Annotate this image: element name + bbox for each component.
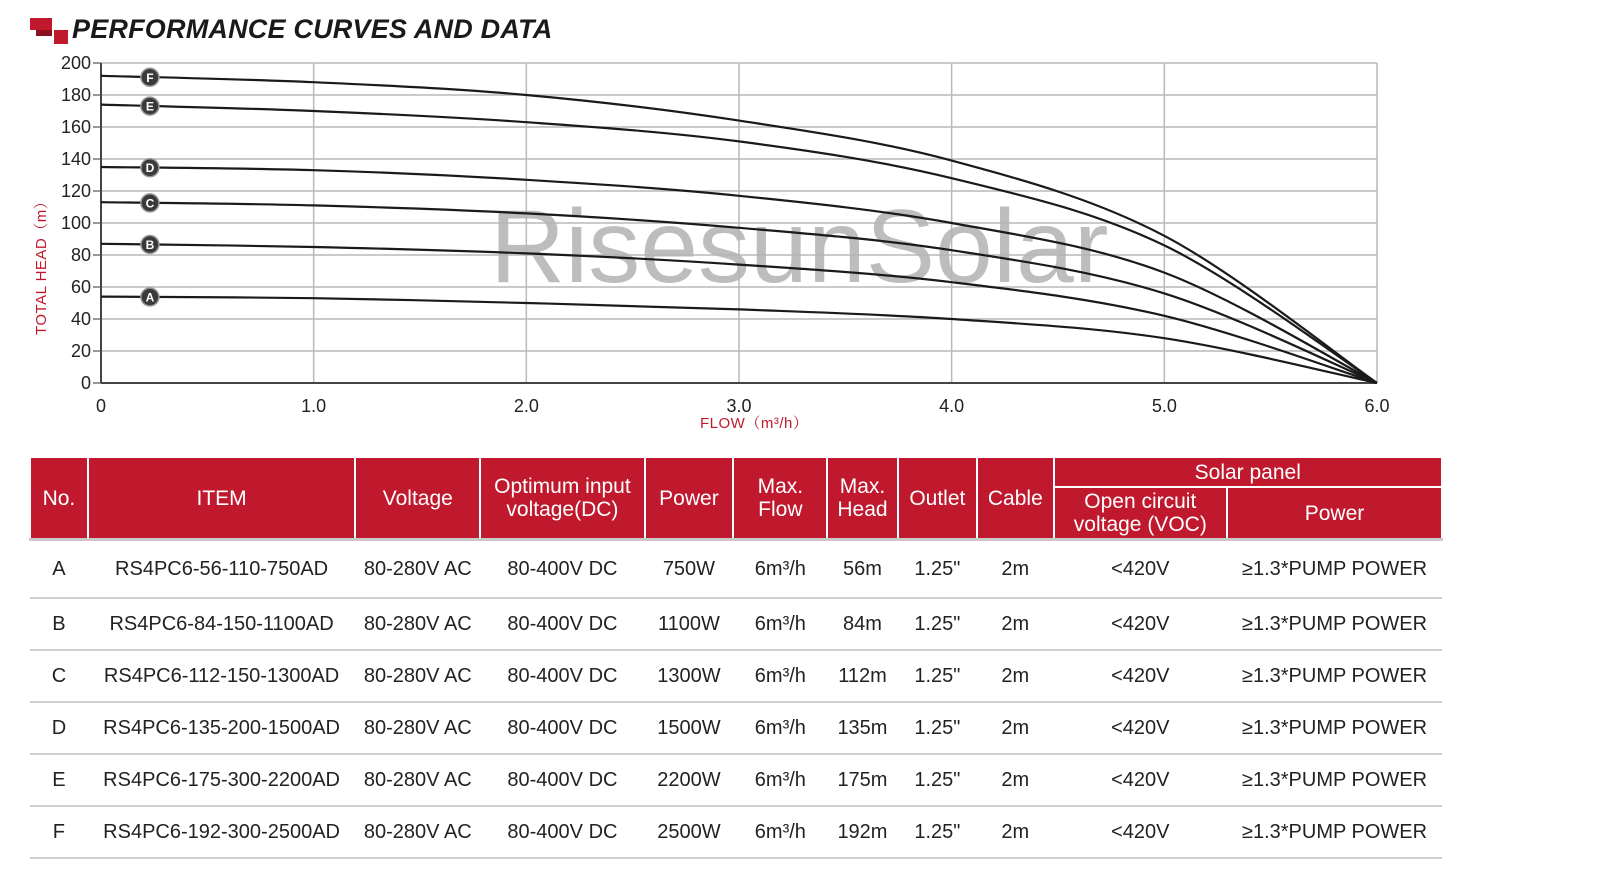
y-tick-label: 100 <box>60 213 91 233</box>
cell-panel-power: ≥1.3*PUMP POWER <box>1227 598 1442 650</box>
cell-max-head: 84m <box>827 598 897 650</box>
cell-optimum: 80-400V DC <box>480 754 644 806</box>
cell-panel-power: ≥1.3*PUMP POWER <box>1227 702 1442 754</box>
y-tick-label: 80 <box>70 245 91 265</box>
cell-optimum: 80-400V DC <box>480 598 644 650</box>
curve-marker-a <box>141 288 159 306</box>
cell-voltage: 80-280V AC <box>355 806 480 858</box>
col-header-power: Power <box>645 457 734 540</box>
cell-max-head: 112m <box>827 650 897 702</box>
cell-outlet: 1.25" <box>898 598 978 650</box>
y-tick-label: 40 <box>70 309 91 329</box>
cell-power: 750W <box>645 540 734 599</box>
curve-marker-label: B <box>145 238 155 253</box>
cell-panel-power: ≥1.3*PUMP POWER <box>1227 806 1442 858</box>
cell-voltage: 80-280V AC <box>355 598 480 650</box>
cell-outlet: 1.25" <box>898 540 978 599</box>
cell-cable: 2m <box>977 598 1053 650</box>
cell-power: 1100W <box>645 598 734 650</box>
curve-marker-label: D <box>145 161 155 176</box>
cell-no: D <box>30 702 88 754</box>
brand-logo-icon <box>30 16 70 46</box>
curve-marker-d <box>141 159 159 177</box>
cell-max-flow: 6m³/h <box>733 598 827 650</box>
spec-table <box>29 456 1443 859</box>
y-tick-label: 60 <box>70 277 91 297</box>
cell-max-head: 135m <box>827 702 897 754</box>
table-row <box>30 598 1442 650</box>
cell-cable: 2m <box>977 806 1053 858</box>
cell-optimum: 80-400V DC <box>480 806 644 858</box>
cell-item: RS4PC6-192-300-2500AD <box>88 806 356 858</box>
cell-voltage: 80-280V AC <box>355 540 480 599</box>
cell-item: RS4PC6-56-110-750AD <box>88 540 356 599</box>
x-axis-title: FLOW（m³/h） <box>700 415 809 432</box>
table-row <box>30 806 1442 858</box>
cell-voltage: 80-280V AC <box>355 702 480 754</box>
cell-power: 1500W <box>645 702 734 754</box>
cell-max-flow: 6m³/h <box>733 754 827 806</box>
cell-voc: <420V <box>1054 702 1228 754</box>
cell-item: RS4PC6-135-200-1500AD <box>88 702 356 754</box>
col-header-max-flow: Max. Flow <box>733 457 827 540</box>
col-header-solar-panel: Solar panel <box>1054 457 1442 487</box>
col-header-outlet: Outlet <box>898 457 978 540</box>
cell-no: F <box>30 806 88 858</box>
col-header-no: No. <box>30 457 88 540</box>
x-tick-label: 2.0 <box>513 396 539 416</box>
curve-marker-label: F <box>146 70 154 85</box>
page-title: PERFORMANCE CURVES AND DATA <box>72 14 553 44</box>
y-tick-label: 20 <box>70 341 91 361</box>
table-row <box>30 754 1442 806</box>
cell-panel-power: ≥1.3*PUMP POWER <box>1227 754 1442 806</box>
cell-outlet: 1.25" <box>898 754 978 806</box>
table-row <box>30 702 1442 754</box>
cell-cable: 2m <box>977 540 1053 599</box>
x-tick-label: 0 <box>95 396 107 416</box>
col-header-item: ITEM <box>88 457 356 540</box>
cell-power: 2500W <box>645 806 734 858</box>
cell-panel-power: ≥1.3*PUMP POWER <box>1227 650 1442 702</box>
cell-max-flow: 6m³/h <box>733 650 827 702</box>
cell-no: B <box>30 598 88 650</box>
cell-max-flow: 6m³/h <box>733 702 827 754</box>
cell-outlet: 1.25" <box>898 702 978 754</box>
curve-marker-f <box>141 68 159 86</box>
table-row <box>30 650 1442 702</box>
curve-marker-b <box>141 236 159 254</box>
col-header-cable: Cable <box>977 457 1053 540</box>
cell-voc: <420V <box>1054 540 1228 599</box>
cell-max-flow: 6m³/h <box>733 540 827 599</box>
col-header-panel-power: Power <box>1227 487 1442 540</box>
cell-item: RS4PC6-175-300-2200AD <box>88 754 356 806</box>
table-row <box>30 540 1442 599</box>
y-tick-label: 160 <box>60 117 91 137</box>
table-body <box>30 540 1442 859</box>
col-header-voltage: Voltage <box>355 457 480 540</box>
cell-max-head: 175m <box>827 754 897 806</box>
y-tick-label: 0 <box>80 373 91 393</box>
y-tick-label: 140 <box>60 149 91 169</box>
cell-max-head: 192m <box>827 806 897 858</box>
watermark-text: RisesunSolar <box>490 189 1109 305</box>
x-tick-label: 4.0 <box>939 396 965 416</box>
cell-voc: <420V <box>1054 650 1228 702</box>
curve-marker-c <box>141 194 159 212</box>
x-tick-label: 5.0 <box>1151 396 1177 416</box>
y-tick-label: 120 <box>60 181 91 201</box>
cell-voc: <420V <box>1054 598 1228 650</box>
cell-item: RS4PC6-112-150-1300AD <box>88 650 356 702</box>
cell-max-head: 56m <box>827 540 897 599</box>
performance-chart <box>0 45 1618 445</box>
curve-marker-e <box>141 97 159 115</box>
curve-marker-label: A <box>145 290 155 305</box>
col-header-voc: Open circuit voltage (VOC) <box>1054 487 1228 540</box>
cell-voltage: 80-280V AC <box>355 754 480 806</box>
cell-cable: 2m <box>977 702 1053 754</box>
y-tick-label: 180 <box>60 85 91 105</box>
cell-optimum: 80-400V DC <box>480 650 644 702</box>
col-header-max-head: Max. Head <box>827 457 897 540</box>
cell-voltage: 80-280V AC <box>355 650 480 702</box>
cell-item: RS4PC6-84-150-1100AD <box>88 598 356 650</box>
cell-power: 2200W <box>645 754 734 806</box>
cell-power: 1300W <box>645 650 734 702</box>
curve-marker-label: E <box>145 99 154 114</box>
cell-optimum: 80-400V DC <box>480 540 644 599</box>
cell-voc: <420V <box>1054 754 1228 806</box>
x-tick-label: 3.0 <box>726 396 752 416</box>
cell-panel-power: ≥1.3*PUMP POWER <box>1227 540 1442 599</box>
x-tick-label: 6.0 <box>1364 396 1390 416</box>
cell-max-flow: 6m³/h <box>733 806 827 858</box>
cell-cable: 2m <box>977 754 1053 806</box>
cell-outlet: 1.25" <box>898 806 978 858</box>
cell-no: E <box>30 754 88 806</box>
y-tick-label: 200 <box>60 53 91 73</box>
y-axis-title: TOTAL HEAD（m） <box>33 193 50 335</box>
cell-voc: <420V <box>1054 806 1228 858</box>
cell-optimum: 80-400V DC <box>480 702 644 754</box>
curve-marker-label: C <box>145 196 155 211</box>
col-header-optimum-voltage: Optimum input voltage(DC) <box>480 457 644 540</box>
cell-cable: 2m <box>977 650 1053 702</box>
cell-no: C <box>30 650 88 702</box>
x-tick-label: 1.0 <box>301 396 327 416</box>
cell-no: A <box>30 540 88 599</box>
cell-outlet: 1.25" <box>898 650 978 702</box>
